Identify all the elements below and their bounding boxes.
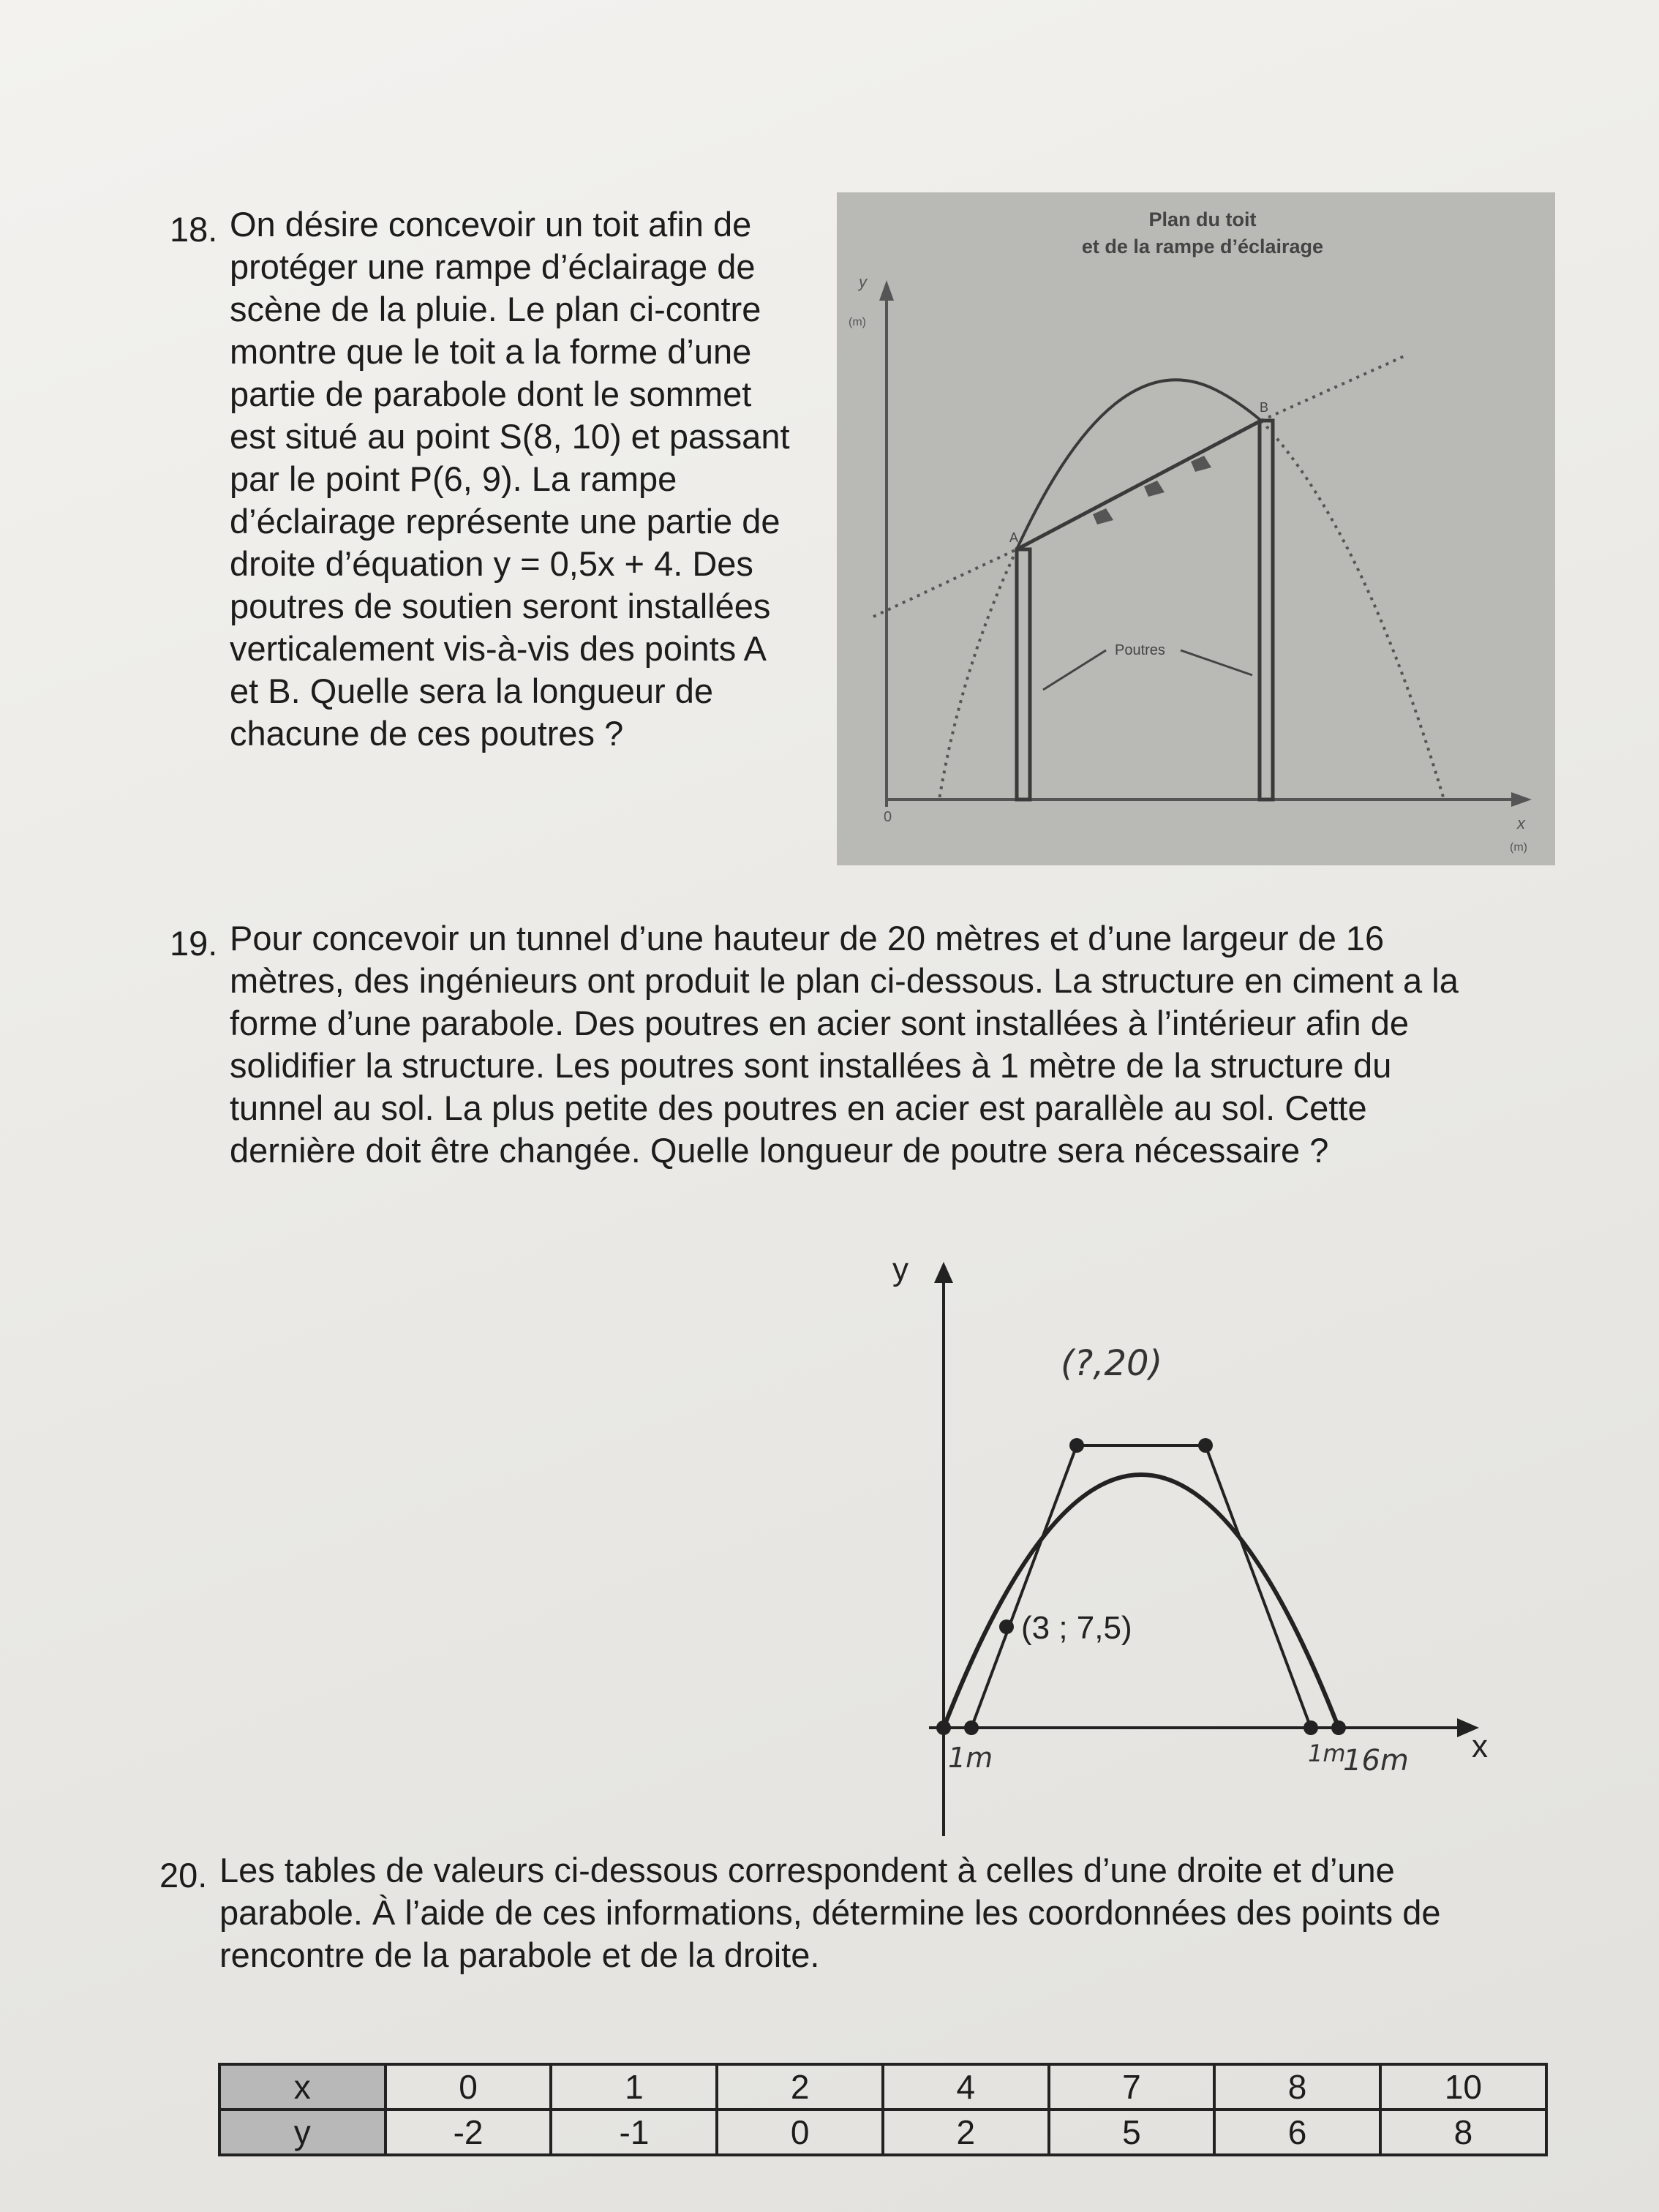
lighting-ramp-line bbox=[1017, 421, 1261, 549]
x-axis-unit: (m) bbox=[1510, 841, 1527, 854]
table-row-y bbox=[219, 2110, 1546, 2155]
steel-beam-right bbox=[1205, 1445, 1311, 1728]
handwritten-right-note-2: 16m bbox=[1343, 1744, 1409, 1778]
text-line: et B. Quelle sera la longueur de bbox=[230, 672, 714, 710]
text-line: d’éclairage représente une partie de bbox=[230, 502, 780, 541]
text-line: par le point P(6, 9). La rampe bbox=[230, 459, 677, 498]
table-cell: 7 bbox=[1049, 2064, 1215, 2110]
roof-plan-svg bbox=[837, 192, 1555, 865]
x-axis-label: x bbox=[1472, 1728, 1488, 1764]
text-line: droite d’équation y = 0,5x + 4. Des bbox=[230, 544, 753, 583]
row-label-y: y bbox=[219, 2110, 385, 2155]
table-cell: 8 bbox=[1214, 2064, 1380, 2110]
beams-label: Poutres bbox=[1115, 642, 1165, 658]
text-line: mètres, des ingénieurs ont produit le plan ci-dessous. La structure en ciment a la bbox=[230, 961, 1459, 1000]
point-b-label: B bbox=[1260, 400, 1269, 415]
text-line: On désire concevoir un toit afin de bbox=[230, 205, 752, 244]
figure-title-line1: Plan du toit bbox=[1148, 208, 1257, 230]
question-number: 20. bbox=[159, 1856, 208, 1895]
figure-title-line2: et de la rampe d’éclairage bbox=[1081, 236, 1324, 257]
row-label-x: x bbox=[219, 2064, 385, 2110]
text-line: scène de la pluie. Le plan ci-contre bbox=[230, 290, 761, 328]
point-a-label: A bbox=[1009, 530, 1019, 545]
point-beam-top-right bbox=[1198, 1438, 1213, 1453]
text-line: protéger une rampe d’éclairage de bbox=[230, 247, 756, 286]
support-beam-a bbox=[1017, 549, 1030, 800]
tunnel-svg bbox=[849, 1251, 1492, 1851]
point-beam-top-left bbox=[1069, 1438, 1084, 1453]
question-20-text bbox=[219, 1849, 1543, 1976]
steel-beam-left bbox=[971, 1445, 1077, 1728]
text-line: est situé au point S(8, 10) et passant bbox=[230, 417, 790, 456]
origin-label: 0 bbox=[884, 809, 892, 825]
y-axis-arrow bbox=[934, 1262, 953, 1283]
ramp-dotted-left bbox=[873, 549, 1017, 617]
text-line: partie de parabole dont le sommet bbox=[230, 375, 752, 413]
text-line: poutres de soutien seront installées bbox=[230, 587, 771, 625]
ramp-light bbox=[1093, 508, 1113, 524]
y-axis-label: y bbox=[892, 1252, 908, 1287]
text-line: montre que le toit a la forme d’une bbox=[230, 332, 752, 371]
table-cell: -2 bbox=[385, 2110, 552, 2155]
table-cell: 0 bbox=[717, 2110, 883, 2155]
table-cell: 6 bbox=[1214, 2110, 1380, 2155]
table-row-x bbox=[219, 2064, 1546, 2110]
beams-pointer-left bbox=[1043, 650, 1106, 690]
beams-pointer-right bbox=[1181, 650, 1252, 675]
text-line: Pour concevoir un tunnel d’une hauteur de 20 mètres et d’une largeur de 16 bbox=[230, 919, 1385, 958]
x-axis-arrow bbox=[1511, 792, 1532, 807]
table-cell: 8 bbox=[1380, 2110, 1546, 2155]
roof-plan-figure bbox=[837, 192, 1555, 865]
point-label: (3 ; 7,5) bbox=[1021, 1610, 1132, 1646]
table-cell: 0 bbox=[385, 2064, 552, 2110]
y-axis-unit: (m) bbox=[849, 316, 866, 328]
roof-parabola bbox=[1017, 380, 1261, 549]
values-table bbox=[218, 2063, 1548, 2156]
table-cell: -1 bbox=[551, 2110, 717, 2155]
tunnel-figure bbox=[849, 1251, 1492, 1851]
question-18-text bbox=[230, 203, 808, 755]
tunnel-parabola bbox=[944, 1475, 1339, 1728]
support-beam-b bbox=[1260, 421, 1273, 800]
text-line: rencontre de la parabole et de la droite. bbox=[219, 1936, 820, 1974]
table-cell: 10 bbox=[1380, 2064, 1546, 2110]
text-line: verticalement vis-à-vis des points A bbox=[230, 629, 767, 668]
text-line: dernière doit être changée. Quelle longueur de poutre sera nécessaire ? bbox=[230, 1131, 1329, 1170]
table-cell: 5 bbox=[1049, 2110, 1215, 2155]
text-line: tunnel au sol. La plus petite des poutres en acier est parallèle au sol. Cette bbox=[230, 1088, 1367, 1127]
question-number: 18. bbox=[170, 210, 218, 249]
handwritten-left-note: 1m bbox=[948, 1742, 993, 1774]
table-cell: 4 bbox=[883, 2064, 1049, 2110]
table-cell: 1 bbox=[551, 2064, 717, 2110]
point-tunnel-end bbox=[1331, 1720, 1346, 1735]
roof-parabola-dotted-left bbox=[939, 549, 1017, 800]
ramp-light bbox=[1191, 456, 1211, 472]
y-axis-arrow bbox=[879, 280, 894, 301]
text-line: forme d’une parabole. Des poutres en acier sont installées à l’intérieur afin de bbox=[230, 1004, 1409, 1042]
handwritten-vertex-note: (?,20) bbox=[1061, 1343, 1163, 1384]
question-19-text bbox=[230, 917, 1532, 1172]
point-left-foot bbox=[964, 1720, 979, 1735]
table-cell: 2 bbox=[883, 2110, 1049, 2155]
text-line: solidifier la structure. Les poutres sont installées à 1 mètre de la structure du bbox=[230, 1046, 1392, 1085]
y-axis-label: y bbox=[859, 273, 867, 291]
question-number: 19. bbox=[170, 924, 218, 963]
ramp-light bbox=[1144, 481, 1165, 497]
x-axis-label: x bbox=[1517, 814, 1525, 832]
point-3-7.5 bbox=[999, 1620, 1014, 1634]
ramp-dotted-right bbox=[1261, 355, 1407, 421]
roof-parabola-dotted-right bbox=[1261, 421, 1444, 800]
handwritten-right-note-1: 1m bbox=[1308, 1739, 1346, 1767]
point-right-foot bbox=[1304, 1720, 1318, 1735]
table-cell: 2 bbox=[717, 2064, 883, 2110]
text-line: parabole. À l’aide de ces informations, détermine les coordonnées des points de bbox=[219, 1893, 1441, 1932]
text-line: Les tables de valeurs ci-dessous correspondent à celles d’une droite et d’une bbox=[219, 1851, 1395, 1889]
point-origin bbox=[936, 1720, 951, 1735]
text-line: chacune de ces poutres ? bbox=[230, 714, 624, 753]
